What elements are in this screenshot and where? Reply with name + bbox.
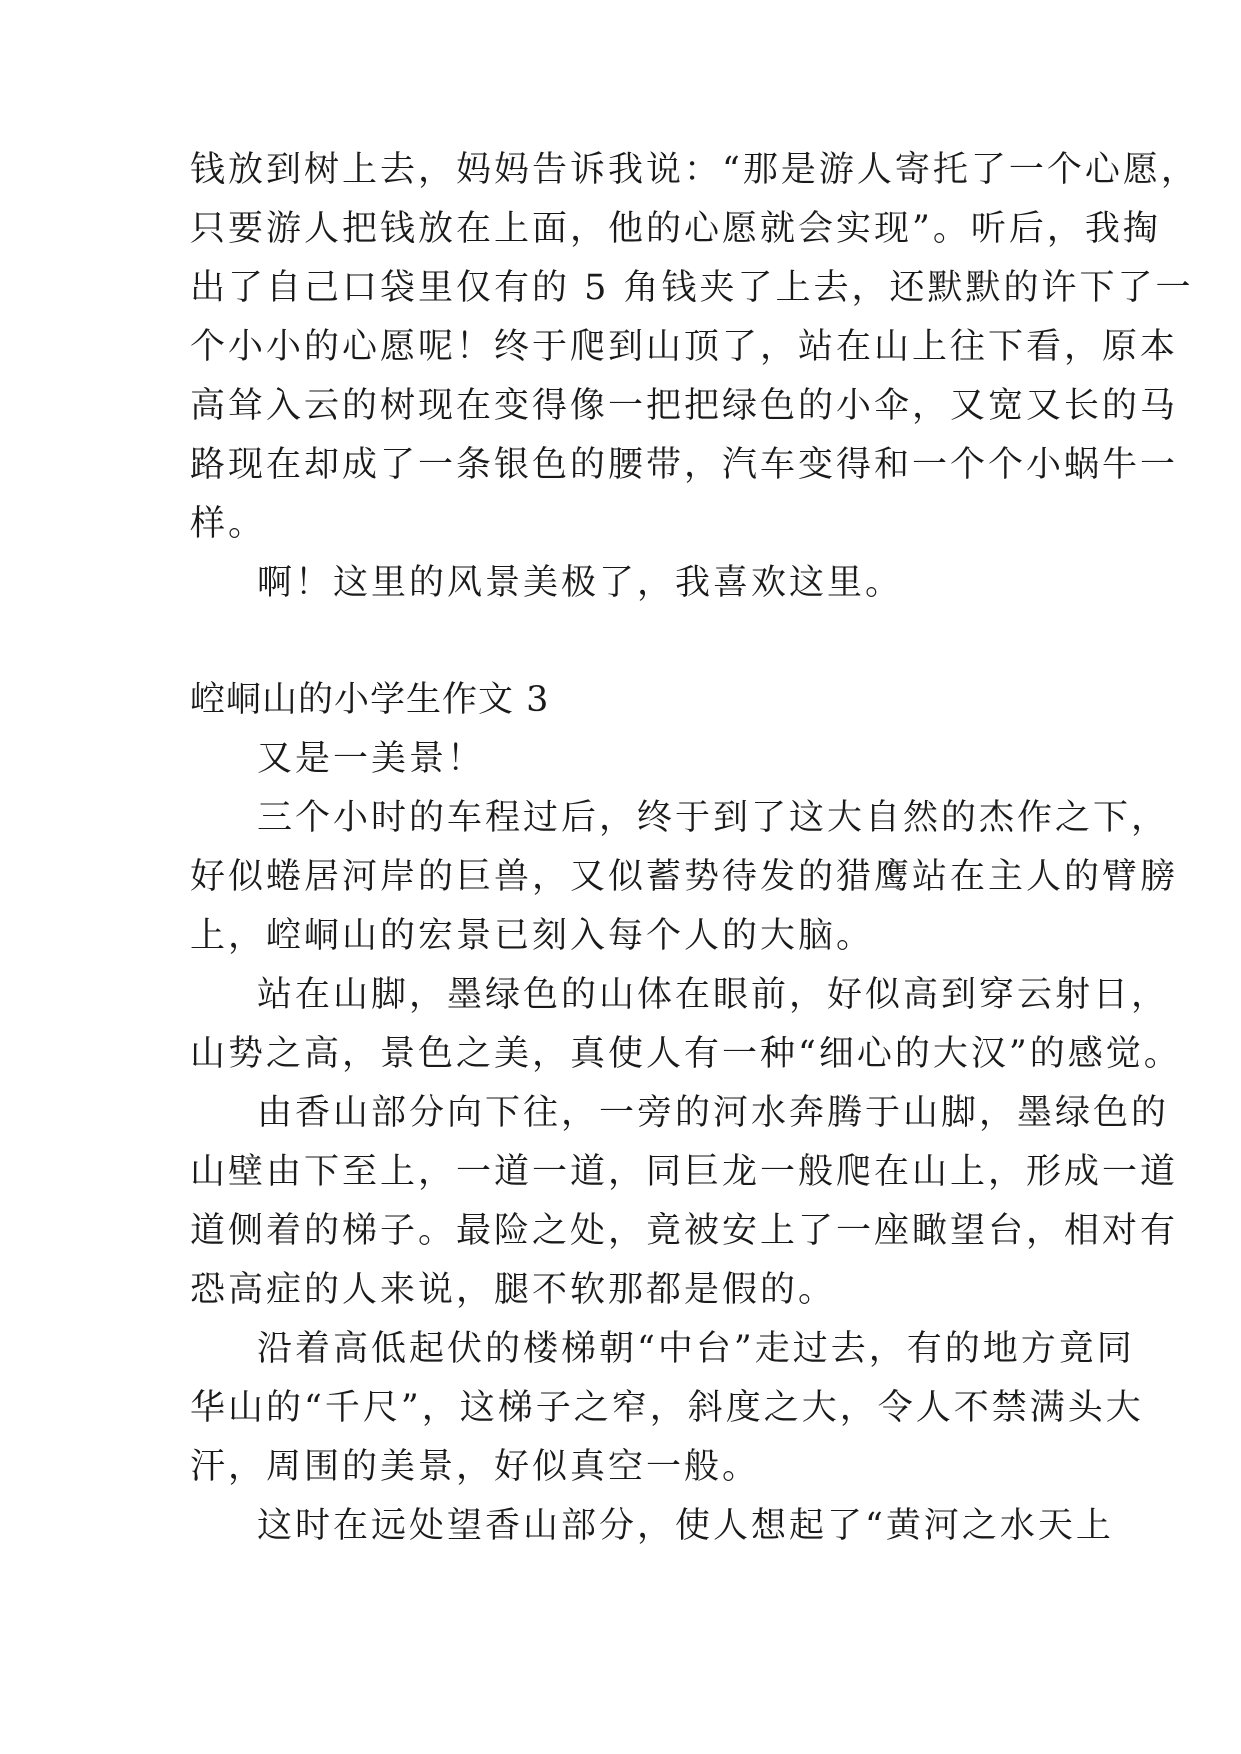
paragraph-line: 道侧着的梯子。最险之处，竟被安上了一座瞰望台，相对有 xyxy=(190,1211,1179,1251)
text-line: 钱放到树上去，妈妈告诉我说：“那是游人寄托了一个心愿， xyxy=(190,150,1199,190)
paragraph-line: 上，崆峒山的宏景已刻入每个人的大脑。 xyxy=(190,916,875,956)
paragraph-line: 啊！这里的风景美极了，我喜欢这里。 xyxy=(257,563,904,603)
paragraph-line: 这时在远处望香山部分，使人想起了“黄河之水天上 xyxy=(257,1506,1114,1546)
paragraph-line: 恐高症的人来说，腿不软那都是假的。 xyxy=(190,1270,837,1310)
paragraph-line: 汗，周围的美景，好似真空一般。 xyxy=(190,1447,761,1487)
text-line: 只要游人把钱放在上面，他的心愿就会实现”。听后，我掏 xyxy=(190,209,1161,249)
text-line: 样。 xyxy=(190,504,267,544)
paragraph-line: 山壁由下至上，一道一道，同巨龙一般爬在山上，形成一道 xyxy=(190,1152,1179,1192)
paragraph-line: 好似蜷居河岸的巨兽，又似蓄势待发的猎鹰站在主人的臂膀 xyxy=(190,857,1179,897)
paragraph-line: 沿着高低起伏的楼梯朝“中台”走过去，有的地方竟同 xyxy=(257,1329,1135,1369)
section-title: 崆峒山的小学生作文 3 xyxy=(190,680,550,720)
text-line: 出了自己口袋里仅有的 5 角钱夹了上去，还默默的许下了一 xyxy=(190,268,1194,308)
text-line: 个小小的心愿呢！终于爬到山顶了，站在山上往下看，原本 xyxy=(190,327,1179,367)
paragraph-line: 站在山脚，墨绿色的山体在眼前，好似高到穿云射日， xyxy=(257,975,1170,1015)
subtitle: 又是一美景！ xyxy=(257,739,486,779)
paragraph-line: 三个小时的车程过后，终于到了这大自然的杰作之下， xyxy=(257,798,1170,838)
text-line: 路现在却成了一条银色的腰带，汽车变得和一个个小蜗牛一 xyxy=(190,445,1179,485)
text-line: 高耸入云的树现在变得像一把把绿色的小伞，又宽又长的马 xyxy=(190,386,1179,426)
paragraph-line: 山势之高，景色之美，真使人有一种“细心的大汉”的感觉。 xyxy=(190,1034,1182,1074)
paragraph-line: 华山的“千尺”，这梯子之窄，斜度之大，令人不禁满头大 xyxy=(190,1388,1144,1428)
paragraph-line: 由香山部分向下往，一旁的河水奔腾于山脚，墨绿色的 xyxy=(257,1093,1170,1133)
